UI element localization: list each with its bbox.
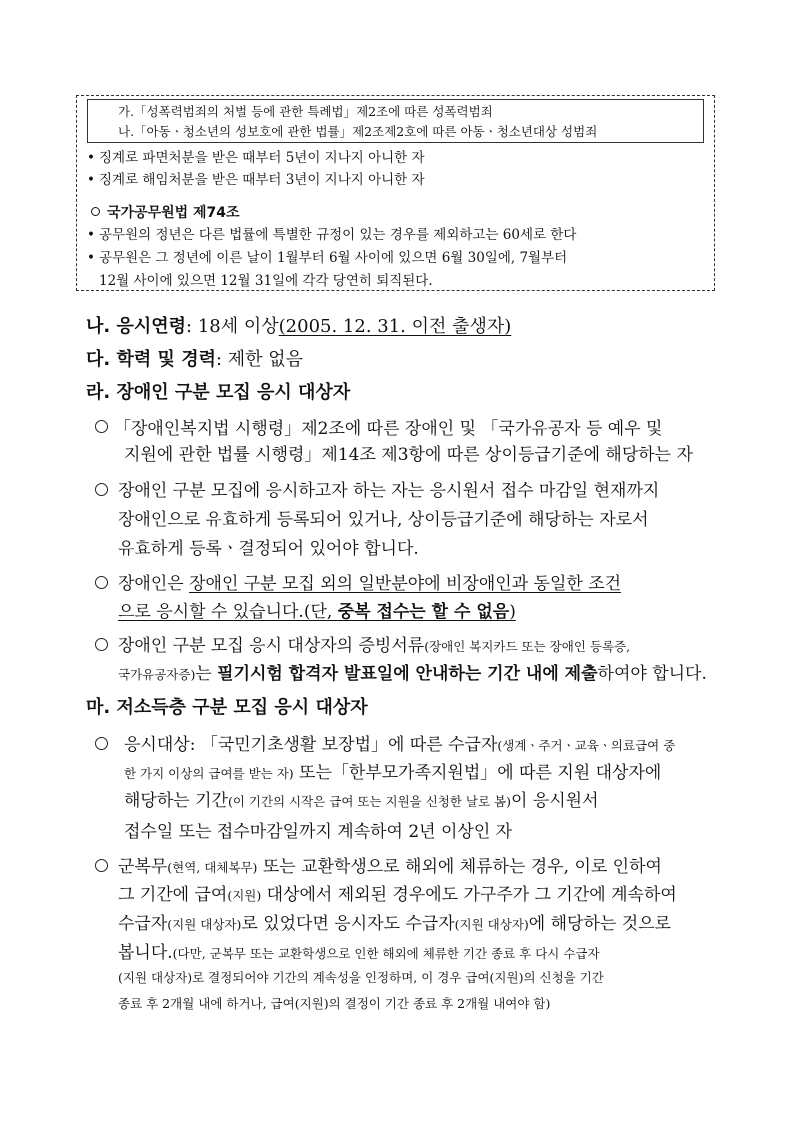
low-income-item-1-line: 접수일 또는 접수마감일까지 계속하여 2년 이상인 자 — [124, 822, 513, 842]
disabled-item-1-line: 지원에 관한 법률 시행령」제14조 제3항에 따른 상이등급기준에 해당하는 자 — [124, 445, 693, 465]
low-income-item-1-line: 한 가지 이상의 급여를 받는 자) 또는「한부모가족지원법」에 따른 지원 대상자에 — [124, 763, 662, 783]
heading-label: 다. 학력 및 경력 — [86, 349, 216, 370]
heading-label: 나. 응시연령 — [86, 316, 187, 337]
circle-bullet-icon — [95, 638, 108, 651]
circle-bullet-icon — [91, 207, 100, 216]
circle-bullet-icon — [95, 483, 108, 496]
disabled-item-1-line: 「장애인복지법 시행령」제2조에 따른 장애인 및 「국가유공자 등 예우 및 — [114, 419, 663, 439]
disabled-item-2-line: 장애인 구분 모집에 응시하고자 하는 자는 응시원서 접수 마감일 현재까지 — [118, 481, 660, 501]
age-requirement: 나. 응시연령: 18세 이상(2005. 12. 31. 이전 출생자) — [86, 316, 512, 337]
crime-item: 가.「성폭력범죄의 처벌 등에 관한 특례법」제2조에 따른 성폭력범죄 — [118, 104, 493, 119]
low-income-item-2-line: 수급자(지원 대상자)로 있었다면 응시자도 수급자(지원 대상자)에 해당하는 것으로 — [118, 914, 671, 934]
legal-reference-box — [76, 95, 715, 291]
law-bullet-continuation: 12월 사이에 있으면 12월 31일에 각각 당연히 퇴직된다. — [99, 273, 433, 289]
disabled-section-title: 라. 장애인 구분 모집 응시 대상자 — [86, 382, 351, 403]
disabled-item-4-line: 국가유공자증)는 필기시험 합격자 발표일에 안내하는 기간 내에 제출하여야 합니다. — [118, 664, 707, 684]
crime-list-box — [87, 99, 704, 143]
low-income-section-title: 마. 저소득층 구분 모집 응시 대상자 — [86, 697, 368, 718]
law-title: 국가공무원법 제74조 — [91, 202, 240, 222]
circle-bullet-icon — [95, 576, 108, 589]
law-bullet: • 공무원은 그 정년에 이른 날이 1월부터 6월 사이에 있으면 6월 30일에, 7월부터 — [87, 250, 568, 266]
disabled-item-4-line: 장애인 구분 모집 응시 대상자의 증빙서류(장애인 복지카드 또는 장애인 등록증, — [118, 636, 631, 656]
disabled-item-2-line: 장애인으로 유효하게 등록되어 있거나, 상이등급기준에 해당하는 자로서 — [118, 510, 649, 530]
law-bullet: • 공무원의 정년은 다른 법률에 특별한 규정이 있는 경우를 제외하고는 60세로 한다 — [87, 227, 577, 243]
low-income-item-2-line: 그 기간에 급여(지원) 대상에서 제외된 경우에도 가구주가 그 기간에 계속하여 — [118, 885, 677, 905]
education-requirement: 다. 학력 및 경력: 제한 없음 — [86, 349, 304, 370]
low-income-item-2-line: (지원 대상자)로 결정되어야 기간의 계속성을 인정하며, 이 경우 급여(지원)의 신청을 기간 — [118, 970, 604, 985]
disabled-item-3-line: 으로 응시할 수 있습니다.(단, 중복 접수는 할 수 없음) — [118, 602, 516, 622]
circle-bullet-icon — [95, 420, 108, 433]
low-income-item-2-line: 봅니다.(다만, 군복무 또는 교환학생으로 인한 해외에 체류한 기간 종료 후 다시 수급자 — [118, 943, 600, 963]
disabled-item-3-line: 장애인은 장애인 구분 모집 외의 일반분야에 비장애인과 동일한 조건 — [118, 574, 622, 594]
circle-bullet-icon — [95, 737, 108, 750]
low-income-item-1-line: 응시대상: 「국민기초생활 보장법」에 따른 수급자(생계ㆍ주거ㆍ교육ㆍ의료급여 중 — [124, 735, 676, 755]
disabled-item-2-line: 유효하게 등록ㆍ결정되어 있어야 합니다. — [118, 539, 419, 559]
disqualification-bullet: • 징계로 해임처분을 받은 때부터 3년이 지나지 아니한 자 — [87, 172, 425, 188]
low-income-item-1-line: 해당하는 기간(이 기간의 시작은 급여 또는 지원을 신청한 날로 봄)이 응시원서 — [124, 791, 599, 811]
crime-item: 나.「아동ㆍ청소년의 성보호에 관한 법률」제2조제2호에 따른 아동ㆍ청소년대상 성범죄 — [118, 124, 598, 139]
circle-bullet-icon — [95, 859, 108, 872]
low-income-item-2-line: 군복무(현역, 대체복무) 또는 교환학생으로 해외에 체류하는 경우, 이로 인하여 — [118, 857, 662, 877]
low-income-item-2-line: 종료 후 2개월 내에 하거나, 급여(지원)의 결정이 기간 종료 후 2개월 내여야 함) — [118, 996, 551, 1011]
disqualification-bullet: • 징계로 파면처분을 받은 때부터 5년이 지나지 아니한 자 — [87, 150, 425, 166]
